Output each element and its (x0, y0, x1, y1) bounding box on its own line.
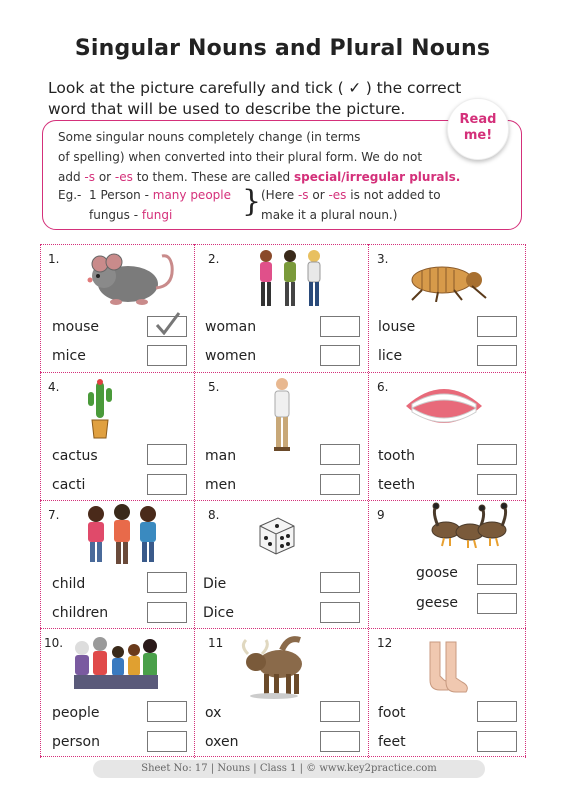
word-option-1: cactus (52, 448, 98, 464)
note-text-part: or (308, 188, 329, 202)
word-option-1: Die (203, 576, 227, 592)
instruction-line1-start: Look at the picture carefully and tick ( (48, 79, 344, 97)
checkmark-icon (149, 311, 187, 335)
item-number: 6. (377, 380, 389, 394)
word-option-2: geese (416, 595, 459, 611)
suffix-es: -es (328, 188, 347, 202)
example-1 (89, 188, 231, 202)
item-number: 11 (208, 636, 224, 650)
answer-checkbox[interactable] (477, 345, 517, 366)
item-number: 8. (208, 508, 220, 522)
item-number: 12 (377, 636, 393, 650)
example-2-plural: fungi (141, 208, 173, 222)
answer-checkbox[interactable] (320, 345, 360, 366)
grid-divider (368, 244, 369, 758)
footer: Sheet No: 17 | Nouns | Class 1 | © www.key2practice.com (93, 760, 485, 778)
grid-divider (40, 500, 526, 501)
answer-checkbox[interactable] (320, 444, 360, 465)
grid-divider (40, 628, 526, 629)
answer-checkbox[interactable] (477, 316, 517, 337)
info-line2: of spelling) when converted into their plural form. We do not (58, 150, 423, 164)
answer-checkbox[interactable] (147, 444, 187, 465)
item-number: 1. (48, 252, 60, 266)
word-option-1: mouse (52, 319, 99, 335)
answer-checkbox[interactable] (477, 444, 517, 465)
word-option-1: louse (378, 319, 416, 335)
word-option-1: child (52, 576, 86, 592)
word-option-1: man (205, 448, 237, 464)
read-me-word1: Read (459, 112, 497, 127)
example-label: Eg.- (58, 188, 82, 202)
children-picture (80, 502, 164, 568)
exercise-grid (40, 244, 526, 758)
note-line2: make it a plural noun.) (261, 208, 398, 222)
answer-checkbox[interactable] (147, 602, 187, 623)
brace-symbol: } (242, 184, 262, 219)
word-option-2: Dice (203, 605, 234, 621)
item-number: 7. (48, 508, 60, 522)
page-title: Singular Nouns and Plural Nouns (74, 36, 491, 61)
word-option-1: people (52, 705, 100, 721)
item-number: 10. (44, 636, 64, 650)
info-text (58, 127, 478, 187)
item-number: 2. (208, 252, 220, 266)
grid-divider (40, 244, 41, 758)
word-option-2: men (205, 477, 237, 493)
answer-checkbox[interactable] (147, 731, 187, 752)
info-line1: Some singular nouns completely change (in terms (58, 130, 361, 144)
answer-checkbox[interactable] (147, 316, 187, 337)
suffix-es: -es (114, 170, 133, 184)
answer-checkbox[interactable] (320, 572, 360, 593)
answer-checkbox[interactable] (320, 701, 360, 722)
answer-checkbox[interactable] (320, 316, 360, 337)
word-option-2: children (52, 605, 109, 621)
word-option-1: woman (205, 319, 257, 335)
people-picture (70, 634, 160, 694)
word-option-2: person (52, 734, 100, 750)
answer-checkbox[interactable] (147, 345, 187, 366)
answer-checkbox[interactable] (477, 564, 517, 585)
louse-picture (402, 258, 494, 302)
word-option-2: feet (378, 734, 406, 750)
word-option-2: oxen (205, 734, 239, 750)
example-1-plural: many people (152, 188, 231, 202)
example-1-singular: 1 Person - (89, 188, 149, 202)
word-option-1: goose (416, 565, 458, 581)
grid-divider (40, 244, 526, 245)
grid-divider (40, 756, 526, 757)
item-number: 3. (377, 252, 389, 266)
item-number: 9 (377, 508, 385, 522)
feet-picture (422, 640, 472, 696)
word-option-2: mice (52, 348, 86, 364)
note-text-part: is not added to (346, 188, 441, 202)
item-number: 4. (48, 380, 60, 394)
word-option-1: foot (378, 705, 406, 721)
word-option-2: women (205, 348, 257, 364)
instruction-line2: word that will be used to describe the picture. (48, 100, 406, 118)
suffix-s: -s (84, 170, 95, 184)
instruction-line1-end: ) the correct (365, 79, 462, 97)
ox-picture (238, 632, 310, 700)
answer-checkbox[interactable] (477, 701, 517, 722)
word-option-1: ox (205, 705, 222, 721)
read-me-badge (447, 98, 509, 160)
special-plurals-term: special/irregular plurals. (293, 170, 461, 184)
item-number: 5. (208, 380, 220, 394)
man-picture (270, 376, 294, 452)
grid-divider (194, 244, 195, 758)
women-picture (252, 246, 328, 312)
answer-checkbox[interactable] (477, 474, 517, 495)
note-text-part: (Here (261, 188, 298, 202)
word-option-2: cacti (52, 477, 86, 493)
grid-divider (525, 244, 526, 758)
cactus-picture (86, 378, 114, 440)
info-text-part: to them. These are called (132, 170, 294, 184)
answer-checkbox[interactable] (147, 701, 187, 722)
info-text-part: add (58, 170, 85, 184)
answer-checkbox[interactable] (320, 602, 360, 623)
answer-checkbox[interactable] (477, 731, 517, 752)
read-me-word2: me! (463, 128, 493, 143)
teeth-picture (402, 378, 486, 434)
grid-divider (40, 372, 526, 373)
mouse-picture (76, 246, 180, 310)
word-option-2: lice (378, 348, 403, 364)
die-picture (256, 514, 298, 556)
word-option-1: tooth (378, 448, 415, 464)
note-line1 (261, 188, 441, 202)
answer-checkbox[interactable] (147, 474, 187, 495)
word-option-2: teeth (378, 477, 416, 493)
info-line3 (58, 167, 478, 187)
geese-picture (428, 502, 510, 548)
example-2 (89, 208, 172, 222)
suffix-s: -s (297, 188, 309, 202)
answer-checkbox[interactable] (320, 474, 360, 495)
answer-checkbox[interactable] (147, 572, 187, 593)
answer-checkbox[interactable] (477, 593, 517, 614)
info-text-part: or (95, 170, 115, 184)
example-2-singular: fungus - (89, 208, 139, 222)
tick-icon: ✓ (348, 79, 362, 97)
answer-checkbox[interactable] (320, 731, 360, 752)
